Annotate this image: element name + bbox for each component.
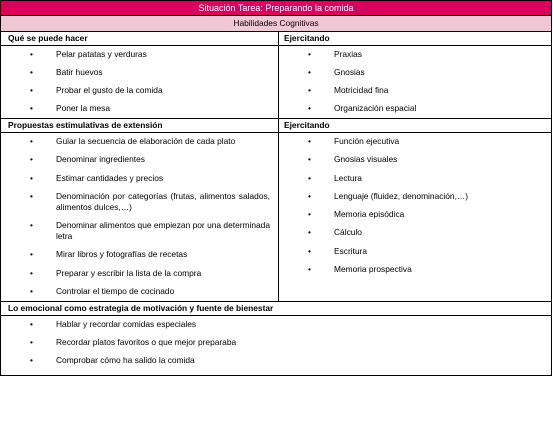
bullet-icon: • — [308, 190, 311, 201]
list-item — [1, 136, 278, 147]
bullet-icon: • — [30, 67, 33, 77]
section3-header: Lo emocional como estrategia de motivación y fuente de bienestar — [1, 302, 552, 316]
bullet-icon: • — [30, 103, 33, 113]
list-item-text: Memoria episódica — [334, 209, 405, 220]
list-item — [1, 67, 278, 78]
list-item — [279, 209, 551, 220]
section2-left-header: Propuestas estimulativas de extensión — [1, 119, 279, 133]
section3-header-row — [1, 302, 552, 316]
subtitle-row — [1, 16, 552, 32]
list-item — [279, 103, 551, 114]
section1-header-row — [1, 32, 552, 46]
list-item-text: Hablar y recordar comidas especiales — [56, 319, 197, 330]
list-item-text: Función ejecutiva — [334, 136, 400, 146]
list-item-text: Gnosias — [334, 67, 365, 77]
list-item-text: Denominación por categorías (frutas, alimentos salados, alimentos dulces,…) — [56, 190, 270, 212]
list-item-text: Praxias — [334, 49, 362, 59]
list-item-text: Guiar la secuencia de elaboración de cada plato — [56, 136, 236, 146]
list-item — [279, 191, 551, 202]
bullet-icon: • — [30, 286, 33, 297]
bullet-icon: • — [308, 67, 311, 77]
list-item-text: Preparar y escribir la lista de la compra — [56, 267, 202, 278]
list-item — [1, 319, 551, 330]
list-item — [1, 173, 278, 184]
bullet-icon: • — [30, 249, 33, 260]
section2-right-header: Ejercitando — [279, 119, 552, 133]
bullet-icon: • — [30, 319, 33, 330]
list-item — [1, 355, 551, 366]
bullet-icon: • — [30, 355, 33, 366]
list-item-text: Recordar platos favoritos o que mejor preparaba — [56, 337, 237, 348]
list-item — [1, 49, 278, 60]
bullet-icon: • — [308, 227, 311, 238]
list-item-text: Motricidad fina — [334, 85, 389, 95]
list-item — [1, 85, 278, 96]
section1-body-row — [1, 46, 552, 119]
list-item-text: Organización espacial — [334, 103, 417, 113]
list-item-text: Escritura — [334, 245, 368, 256]
list-item — [279, 264, 551, 275]
list-item — [279, 85, 551, 96]
list-item-text: Mirar libros y fotografías de recetas — [56, 249, 188, 260]
list-item — [1, 191, 278, 213]
bullet-icon: • — [30, 190, 33, 201]
list-item-text: Estimar cantidades y precios — [56, 172, 164, 183]
list-item-text: Cálculo — [334, 227, 362, 238]
bullet-icon: • — [308, 136, 311, 146]
section1-right-cell — [279, 46, 552, 119]
section1-left-list — [1, 46, 278, 118]
section1-right-header: Ejercitando — [279, 32, 552, 46]
list-item — [279, 154, 551, 165]
section2-body-row — [1, 133, 552, 302]
bullet-icon: • — [308, 103, 311, 113]
section3-list — [1, 316, 551, 375]
bullet-icon: • — [30, 85, 33, 95]
list-item — [279, 136, 551, 147]
bullet-icon: • — [30, 172, 33, 183]
section2-left-cell — [1, 133, 279, 302]
list-item-text: Lectura — [334, 172, 362, 183]
list-item — [1, 249, 278, 260]
bullet-icon: • — [30, 220, 33, 231]
list-item — [279, 227, 551, 238]
list-item — [1, 220, 278, 242]
list-item — [279, 246, 551, 257]
section1-right-list — [279, 46, 551, 118]
bullet-icon: • — [308, 264, 311, 275]
bullet-icon: • — [308, 85, 311, 95]
table-title: Situación Tarea: Preparando la comida — [1, 1, 552, 16]
section2-right-cell — [279, 133, 552, 302]
list-item — [279, 49, 551, 60]
title-row — [1, 1, 552, 16]
list-item-text: Batir huevos — [56, 67, 103, 77]
list-item-text: Memoria prospectiva — [334, 264, 412, 275]
list-item — [1, 154, 278, 165]
section1-left-header: Qué se puede hacer — [1, 32, 279, 46]
bullet-icon: • — [308, 172, 311, 183]
list-item-text: Denominar alimentos que empiezan por una determinada letra — [56, 220, 270, 242]
list-item — [1, 103, 278, 114]
section3-body-row — [1, 316, 552, 376]
list-item-text: Probar el gusto de la comida — [56, 85, 163, 95]
bullet-icon: • — [30, 154, 33, 165]
bullet-icon: • — [308, 154, 311, 165]
list-item — [1, 337, 551, 348]
table-subtitle: Habilidades Cognitivas — [1, 16, 552, 32]
bullet-icon: • — [30, 267, 33, 278]
bullet-icon: • — [30, 136, 33, 146]
list-item-text: Poner la mesa — [56, 103, 110, 113]
list-item-text: Controlar el tiempo de cocinado — [56, 286, 175, 297]
list-item-text: Gnosias visuales — [334, 154, 398, 165]
section3-cell — [1, 316, 552, 376]
list-item — [1, 268, 278, 279]
list-item — [279, 67, 551, 78]
list-item-text: Comprobar cómo ha salido la comida — [56, 355, 195, 366]
list-item-text: Denominar ingredientes — [56, 154, 145, 165]
section2-left-list — [1, 133, 278, 301]
bullet-icon: • — [308, 49, 311, 59]
list-item — [1, 286, 278, 297]
bullet-icon: • — [308, 245, 311, 256]
bullet-icon: • — [30, 337, 33, 348]
section2-right-list — [279, 133, 551, 284]
list-item-text: Lenguaje (fluidez, denominación,…) — [334, 190, 469, 201]
list-item — [279, 173, 551, 184]
bullet-icon: • — [30, 49, 33, 59]
bullet-icon: • — [308, 209, 311, 220]
section1-left-cell — [1, 46, 279, 119]
section2-header-row — [1, 119, 552, 133]
list-item-text: Pelar patatas y verduras — [56, 49, 147, 59]
